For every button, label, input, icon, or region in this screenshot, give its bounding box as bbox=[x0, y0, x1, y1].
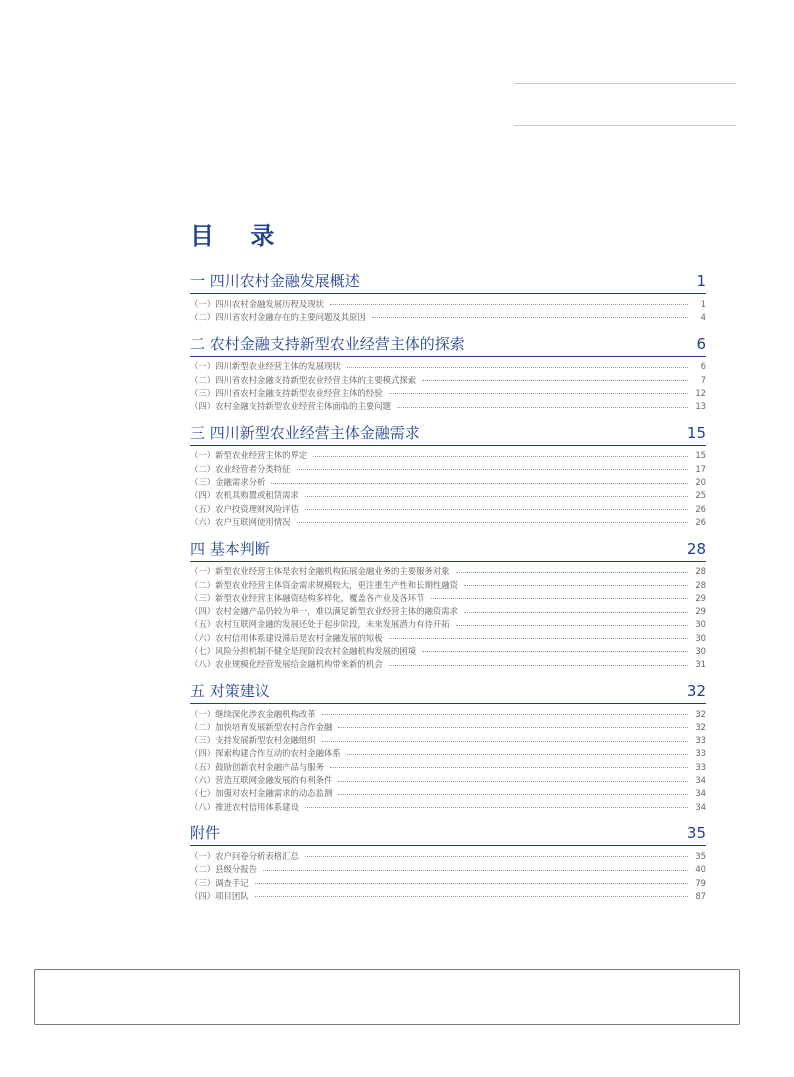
entry-page-number: 87 bbox=[695, 890, 706, 901]
section-heading[interactable] bbox=[190, 334, 706, 357]
toc-entry[interactable] bbox=[190, 462, 706, 475]
dot-leader bbox=[255, 896, 688, 897]
toc-entry[interactable] bbox=[190, 399, 706, 412]
toc-section bbox=[190, 681, 706, 813]
entry-page-number: 30 bbox=[695, 645, 706, 656]
dot-leader bbox=[297, 469, 689, 470]
header-rule-bottom bbox=[514, 125, 736, 126]
toc-entry[interactable] bbox=[190, 747, 706, 760]
section-title: 附件 bbox=[190, 824, 221, 843]
toc-entry[interactable] bbox=[190, 502, 706, 515]
toc-entry[interactable] bbox=[190, 489, 706, 502]
entry-label: （一）继续深化涉农金融机构改革 bbox=[190, 708, 316, 719]
entry-page-number: 79 bbox=[695, 877, 706, 888]
entry-page-number: 26 bbox=[695, 503, 706, 514]
entry-label: （一）新型农业经营主体的界定 bbox=[190, 450, 308, 461]
entry-page-number: 20 bbox=[695, 477, 706, 488]
dot-leader bbox=[338, 727, 688, 728]
section-page-number: 32 bbox=[686, 681, 706, 700]
toc-entry[interactable] bbox=[190, 760, 706, 773]
toc-entry[interactable] bbox=[190, 565, 706, 578]
dot-leader bbox=[305, 509, 688, 510]
toc-entry[interactable] bbox=[190, 800, 706, 813]
toc-entry[interactable] bbox=[190, 876, 706, 889]
toc-entry[interactable] bbox=[190, 644, 706, 657]
section-title: 四 基本判断 bbox=[190, 539, 270, 558]
dot-leader bbox=[431, 598, 689, 599]
dot-leader bbox=[464, 585, 688, 586]
section-page-number: 1 bbox=[696, 272, 706, 290]
toc-section bbox=[190, 334, 706, 413]
dot-leader bbox=[330, 767, 688, 768]
entry-page-number: 28 bbox=[695, 579, 706, 590]
section-page-number: 28 bbox=[686, 539, 706, 558]
toc-entry[interactable] bbox=[190, 386, 706, 399]
entry-label: （二）四川省农村金融存在的主要问题及其原因 bbox=[190, 311, 366, 322]
entry-page-number: 40 bbox=[695, 864, 706, 875]
entry-label: （二）县级分报告 bbox=[190, 864, 257, 875]
entry-label: （一）四川新型农业经营主体的发展现状 bbox=[190, 361, 341, 372]
dot-leader bbox=[347, 367, 688, 368]
dot-leader bbox=[255, 883, 688, 884]
entry-page-number: 6 bbox=[700, 361, 706, 372]
toc-entry[interactable] bbox=[190, 604, 706, 617]
entry-page-number: 13 bbox=[695, 401, 706, 412]
entry-label: （五）农户投资理财风险评估 bbox=[190, 503, 299, 514]
entry-page-number: 34 bbox=[695, 775, 706, 786]
toc-entry[interactable] bbox=[190, 773, 706, 786]
dot-leader bbox=[322, 714, 688, 715]
toc-entry[interactable] bbox=[190, 734, 706, 747]
entry-page-number: 34 bbox=[695, 788, 706, 799]
toc-entry[interactable] bbox=[190, 578, 706, 591]
entry-label: （三）支持发展新型农村金融组织 bbox=[190, 735, 316, 746]
toc-entry[interactable] bbox=[190, 297, 706, 310]
section-heading[interactable] bbox=[190, 539, 706, 562]
toc-section bbox=[190, 423, 706, 529]
entry-label: （六）农村信用体系建设滞后是农村金融发展的短板 bbox=[190, 632, 383, 643]
toc-entry[interactable] bbox=[190, 591, 706, 604]
entry-page-number: 12 bbox=[695, 387, 706, 398]
dot-leader bbox=[338, 794, 688, 795]
entry-label: （四）农村金融支持新型农业经营主体面临的主要问题 bbox=[190, 401, 391, 412]
section-title: 一 四川农村金融发展概述 bbox=[190, 272, 360, 290]
section-page-number: 15 bbox=[686, 423, 706, 442]
toc-entry[interactable] bbox=[190, 787, 706, 800]
entry-page-number: 31 bbox=[695, 659, 706, 670]
dot-leader bbox=[464, 612, 688, 613]
toc-entry[interactable] bbox=[190, 618, 706, 631]
entry-label: （七）风险分担机制不健全是现阶段农村金融机构发展的困境 bbox=[190, 645, 417, 656]
toc-entry[interactable] bbox=[190, 475, 706, 488]
section-heading[interactable] bbox=[190, 423, 706, 446]
entry-label: （四）农村金融产品仍较为单一，难以满足新型农业经营主体的融资需求 bbox=[190, 606, 458, 617]
entry-page-number: 32 bbox=[695, 721, 706, 732]
entry-label: （六）农户互联网使用情况 bbox=[190, 516, 291, 527]
toc-entry[interactable] bbox=[190, 360, 706, 373]
section-title: 三 四川新型农业经营主体金融需求 bbox=[190, 423, 420, 442]
entry-label: （二）新型农业经营主体资金需求规模较大，更注重生产性和长期性融资 bbox=[190, 579, 458, 590]
toc-entry[interactable] bbox=[190, 658, 706, 671]
entry-page-number: 4 bbox=[700, 311, 706, 322]
entry-page-number: 34 bbox=[695, 801, 706, 812]
dot-leader bbox=[456, 625, 688, 626]
entry-label: （三）金融需求分析 bbox=[190, 477, 266, 488]
dot-leader bbox=[322, 741, 688, 742]
entry-page-number: 25 bbox=[695, 490, 706, 501]
entry-label: （四）探索构建合作互动的农村金融体系 bbox=[190, 748, 341, 759]
entry-label: （二）四川省农村金融支持新型农业经营主体的主要模式探索 bbox=[190, 374, 417, 385]
entry-label: （二）加快培育发展新型农村合作金融 bbox=[190, 721, 333, 732]
toc-entry[interactable] bbox=[190, 449, 706, 462]
entry-label: （一）新型农业经营主体是农村金融机构拓展金融业务的主要服务对象 bbox=[190, 566, 450, 577]
entry-label: （三）四川省农村金融支持新型农业经营主体的经验 bbox=[190, 387, 383, 398]
entry-label: （六）营造互联网金融发展的有利条件 bbox=[190, 775, 333, 786]
toc-entry[interactable] bbox=[190, 849, 706, 862]
section-heading[interactable] bbox=[190, 823, 706, 846]
toc-entry[interactable] bbox=[190, 310, 706, 323]
entry-label: （一）农户问卷分析表格汇总 bbox=[190, 850, 299, 861]
dot-leader bbox=[347, 754, 688, 755]
dot-leader bbox=[397, 407, 688, 408]
dot-leader bbox=[263, 870, 688, 871]
footer-box bbox=[34, 969, 740, 1025]
toc-entry[interactable] bbox=[190, 707, 706, 720]
dot-leader bbox=[389, 638, 688, 639]
section-page-number: 35 bbox=[686, 824, 706, 843]
section-title: 二 农村金融支持新型农业经营主体的探索 bbox=[190, 334, 465, 353]
dot-leader bbox=[271, 483, 688, 484]
entry-page-number: 7 bbox=[700, 374, 706, 385]
entry-page-number: 15 bbox=[695, 450, 706, 461]
header-rule-top bbox=[514, 83, 736, 84]
entry-page-number: 1 bbox=[700, 298, 706, 309]
entry-page-number: 26 bbox=[695, 516, 706, 527]
toc-entry[interactable] bbox=[190, 720, 706, 733]
section-heading[interactable] bbox=[190, 681, 706, 704]
dot-leader bbox=[422, 380, 688, 381]
entry-label: （四）农机具购置或租赁需求 bbox=[190, 490, 299, 501]
entry-label: （三）调查手记 bbox=[190, 877, 249, 888]
toc-section bbox=[190, 271, 706, 324]
entry-label: （一）四川农村金融发展历程及现状 bbox=[190, 298, 324, 309]
dot-leader bbox=[305, 496, 688, 497]
entry-label: （三）新型农业经营主体融资结构多样化，覆盖各产业及各环节 bbox=[190, 592, 425, 603]
dot-leader bbox=[372, 317, 688, 318]
dot-leader bbox=[313, 456, 688, 457]
entry-label: （五）鼓励创新农村金融产品与服务 bbox=[190, 761, 324, 772]
entry-label: （二）农业经营者分类特征 bbox=[190, 463, 291, 474]
section-page-number: 6 bbox=[696, 334, 706, 353]
entry-label: （七）加强对农村金融需求的动态监测 bbox=[190, 788, 333, 799]
entry-page-number: 32 bbox=[695, 708, 706, 719]
entry-label: （八）农业规模化经营发展给金融机构带来新的机会 bbox=[190, 659, 383, 670]
toc-entry[interactable] bbox=[190, 863, 706, 876]
entry-page-number: 29 bbox=[695, 592, 706, 603]
dot-leader bbox=[330, 304, 688, 305]
entry-page-number: 28 bbox=[695, 566, 706, 577]
dot-leader bbox=[305, 807, 688, 808]
entry-page-number: 17 bbox=[695, 463, 706, 474]
entry-label: （五）农村互联网金融的发展还处于起步阶段，未来发展潜力有待开拓 bbox=[190, 619, 450, 630]
dot-leader bbox=[297, 522, 689, 523]
entry-page-number: 29 bbox=[695, 606, 706, 617]
entry-page-number: 30 bbox=[695, 632, 706, 643]
dot-leader bbox=[389, 393, 688, 394]
toc-section bbox=[190, 539, 706, 671]
entry-page-number: 30 bbox=[695, 619, 706, 630]
entry-page-number: 33 bbox=[695, 735, 706, 746]
toc-entry[interactable] bbox=[190, 631, 706, 644]
toc-section bbox=[190, 823, 706, 902]
dot-leader bbox=[456, 572, 688, 573]
dot-leader bbox=[389, 665, 688, 666]
entry-label: （四）项目团队 bbox=[190, 890, 249, 901]
entry-label: （八）推进农村信用体系建设 bbox=[190, 801, 299, 812]
entry-page-number: 33 bbox=[695, 748, 706, 759]
toc-entry[interactable] bbox=[190, 889, 706, 902]
entry-page-number: 33 bbox=[695, 761, 706, 772]
section-heading[interactable] bbox=[190, 271, 706, 294]
entry-page-number: 35 bbox=[695, 850, 706, 861]
dot-leader bbox=[338, 781, 688, 782]
dot-leader bbox=[305, 856, 688, 857]
section-title: 五 对策建议 bbox=[190, 681, 270, 700]
dot-leader bbox=[422, 651, 688, 652]
toc-entry[interactable] bbox=[190, 515, 706, 528]
toc-entry[interactable] bbox=[190, 373, 706, 386]
table-of-contents bbox=[190, 271, 706, 913]
toc-title: 目 录 bbox=[190, 222, 289, 250]
